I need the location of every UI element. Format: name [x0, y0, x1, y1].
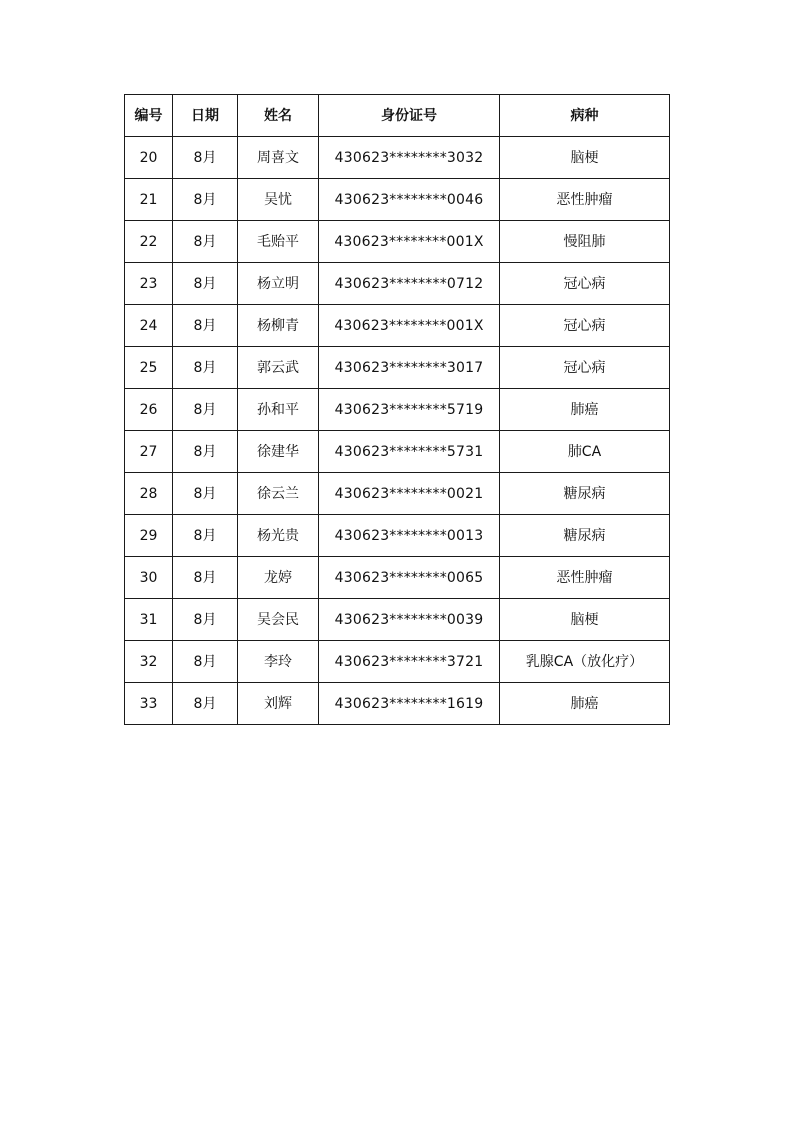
cell-number: 26: [125, 389, 173, 431]
cell-disease: 恶性肿瘤: [500, 179, 670, 221]
header-name: 姓名: [238, 95, 319, 137]
table-row: [125, 557, 670, 599]
cell-disease: 肺癌: [500, 683, 670, 725]
cell-disease: 乳腺CA（放化疗）: [500, 641, 670, 683]
cell-number: 33: [125, 683, 173, 725]
table-row: [125, 599, 670, 641]
cell-number: 27: [125, 431, 173, 473]
cell-date: 8月: [173, 599, 238, 641]
cell-name: 杨立明: [238, 263, 319, 305]
cell-name: 徐建华: [238, 431, 319, 473]
cell-name: 龙婷: [238, 557, 319, 599]
cell-name: 郭云武: [238, 347, 319, 389]
cell-name: 杨光贵: [238, 515, 319, 557]
cell-disease: 冠心病: [500, 263, 670, 305]
cell-number: 23: [125, 263, 173, 305]
cell-date: 8月: [173, 683, 238, 725]
cell-id-number: 430623********0046: [319, 179, 500, 221]
cell-name: 李玲: [238, 641, 319, 683]
cell-id-number: 430623********3017: [319, 347, 500, 389]
cell-number: 30: [125, 557, 173, 599]
cell-id-number: 430623********5731: [319, 431, 500, 473]
header-date: 日期: [173, 95, 238, 137]
cell-date: 8月: [173, 221, 238, 263]
cell-number: 22: [125, 221, 173, 263]
cell-date: 8月: [173, 557, 238, 599]
cell-id-number: 430623********0712: [319, 263, 500, 305]
cell-disease: 恶性肿瘤: [500, 557, 670, 599]
cell-date: 8月: [173, 305, 238, 347]
cell-disease: 肺CA: [500, 431, 670, 473]
cell-disease: 冠心病: [500, 305, 670, 347]
cell-date: 8月: [173, 473, 238, 515]
cell-disease: 慢阻肺: [500, 221, 670, 263]
cell-date: 8月: [173, 179, 238, 221]
table-row: [125, 305, 670, 347]
cell-disease: 脑梗: [500, 599, 670, 641]
cell-id-number: 430623********0021: [319, 473, 500, 515]
cell-date: 8月: [173, 641, 238, 683]
cell-name: 孙和平: [238, 389, 319, 431]
cell-name: 徐云兰: [238, 473, 319, 515]
table-row: [125, 221, 670, 263]
cell-date: 8月: [173, 515, 238, 557]
cell-date: 8月: [173, 389, 238, 431]
table-row: [125, 263, 670, 305]
header-id-number: 身份证号: [319, 95, 500, 137]
cell-number: 24: [125, 305, 173, 347]
cell-name: 毛贻平: [238, 221, 319, 263]
cell-id-number: 430623********0013: [319, 515, 500, 557]
cell-disease: 脑梗: [500, 137, 670, 179]
cell-id-number: 430623********1619: [319, 683, 500, 725]
cell-id-number: 430623********001X: [319, 305, 500, 347]
table-row: [125, 641, 670, 683]
table-row: [125, 389, 670, 431]
cell-id-number: 430623********0039: [319, 599, 500, 641]
table-row: [125, 431, 670, 473]
cell-date: 8月: [173, 347, 238, 389]
cell-disease: 糖尿病: [500, 515, 670, 557]
cell-disease: 冠心病: [500, 347, 670, 389]
table-row: [125, 179, 670, 221]
cell-id-number: 430623********3721: [319, 641, 500, 683]
table-body: [125, 137, 670, 725]
cell-number: 20: [125, 137, 173, 179]
cell-name: 杨柳青: [238, 305, 319, 347]
cell-name: 周喜文: [238, 137, 319, 179]
cell-date: 8月: [173, 263, 238, 305]
header-number: 编号: [125, 95, 173, 137]
cell-id-number: 430623********001X: [319, 221, 500, 263]
header-disease: 病种: [500, 95, 670, 137]
cell-number: 28: [125, 473, 173, 515]
cell-number: 32: [125, 641, 173, 683]
cell-number: 21: [125, 179, 173, 221]
cell-name: 刘辉: [238, 683, 319, 725]
cell-date: 8月: [173, 431, 238, 473]
table-row: [125, 137, 670, 179]
cell-name: 吴会民: [238, 599, 319, 641]
cell-disease: 糖尿病: [500, 473, 670, 515]
table-row: [125, 347, 670, 389]
table-row: [125, 473, 670, 515]
patient-records-table: [124, 94, 670, 725]
table-row: [125, 515, 670, 557]
cell-id-number: 430623********3032: [319, 137, 500, 179]
cell-disease: 肺癌: [500, 389, 670, 431]
table-header-row: [125, 95, 670, 137]
cell-id-number: 430623********0065: [319, 557, 500, 599]
cell-number: 25: [125, 347, 173, 389]
cell-name: 吴忧: [238, 179, 319, 221]
cell-id-number: 430623********5719: [319, 389, 500, 431]
cell-number: 29: [125, 515, 173, 557]
cell-number: 31: [125, 599, 173, 641]
table-row: [125, 683, 670, 725]
cell-date: 8月: [173, 137, 238, 179]
